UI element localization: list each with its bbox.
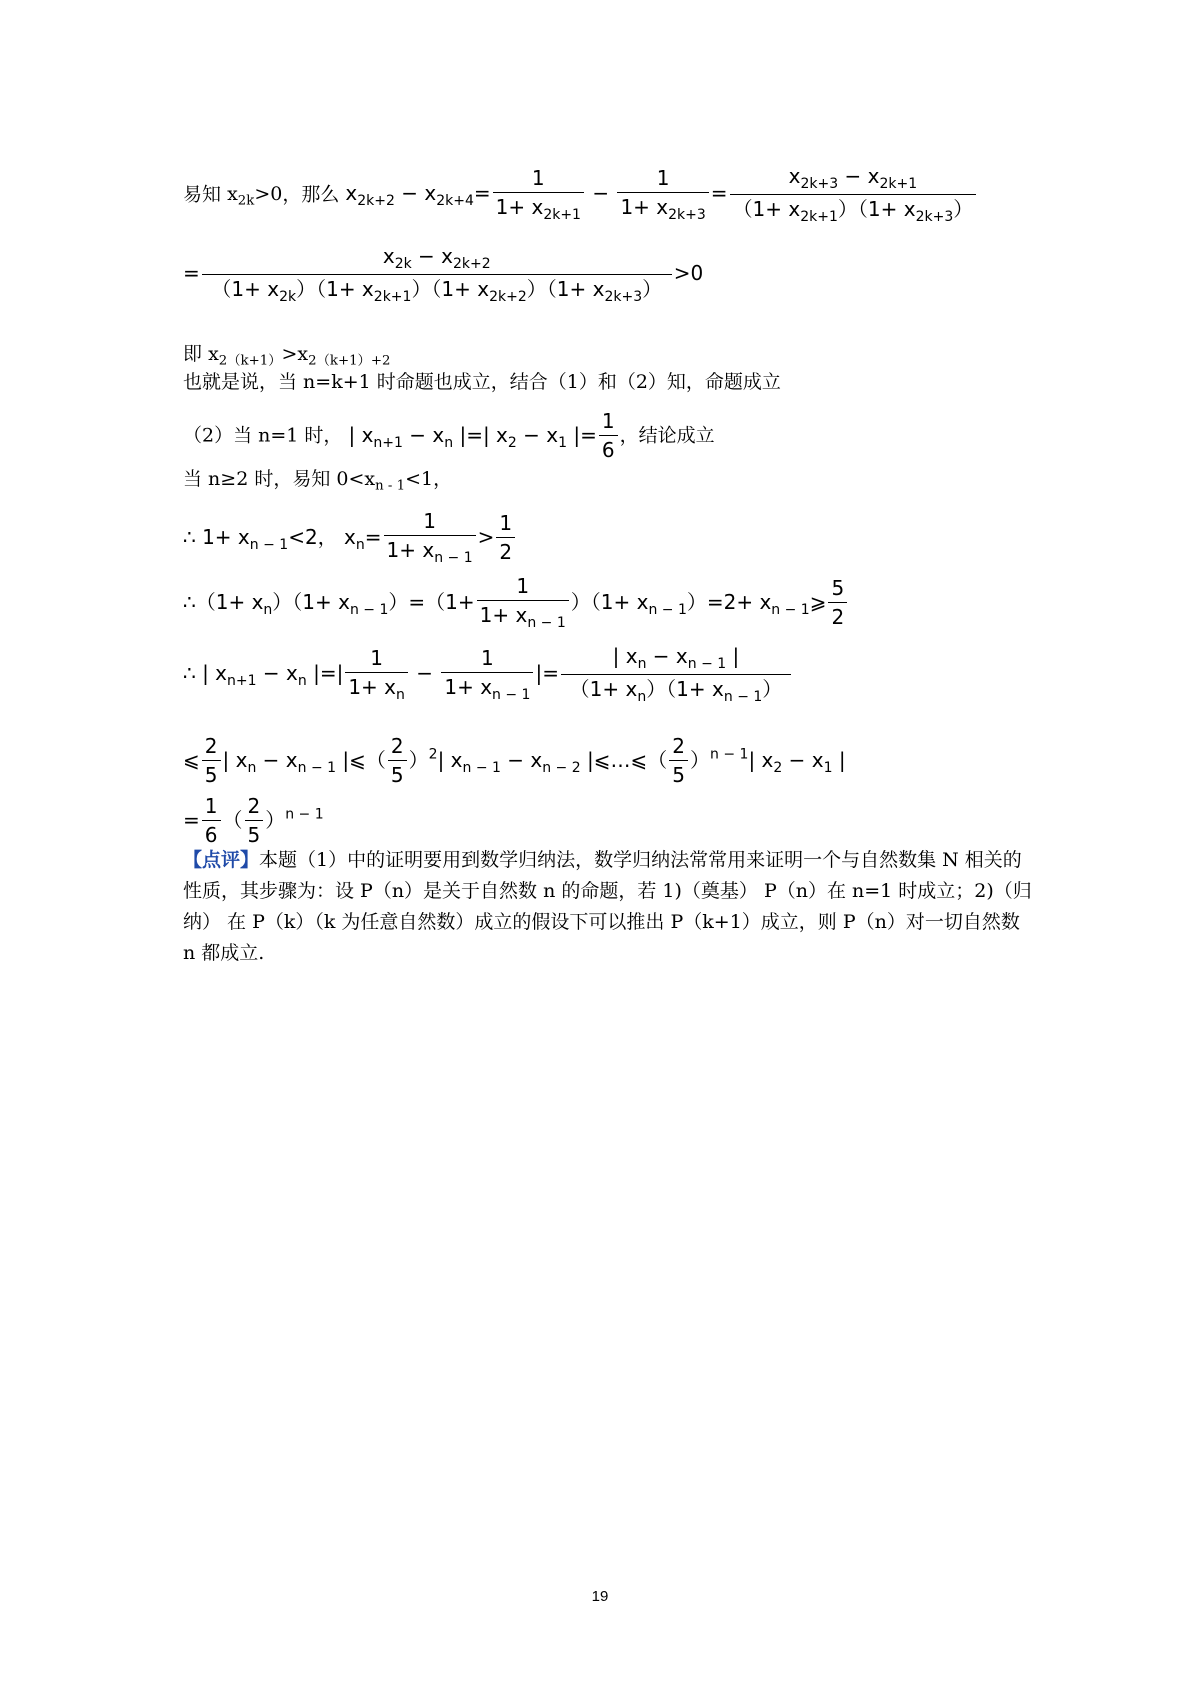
text-line-4: 也就是说，当 n=k+1 时命题也成立，结合（1）和（2）知，命题成立 [183, 371, 781, 393]
prefix-text: 即 [183, 343, 203, 365]
math-abs-fraction: ∴ | $x_{n+1} - x_n$ |=| $\frac{1}{1+ x_n}$ − $\frac{1}{1+ x_{n - 1}}$ |= $\frac{| x_n - x_{n - 1} |}{(1+ x_n)(1+ x_{n - 1})}$ [183, 661, 793, 685]
math-fraction-chain: = $\frac{x_{2k} - x_{2k+2}}{(1+ x_{2k})(1+ x_{2k+1})(1+ x_{2k+2})(1+ x_{2k+3})}$ >0 [183, 244, 704, 305]
review-tag: 【点评】 [183, 849, 260, 871]
equation-line-10 [183, 735, 846, 787]
prefix-text: （2）当 n=1 时， [183, 424, 343, 447]
math-x2k: $x_{2k}>0$ [227, 183, 283, 210]
math-abs-diff: | $x_{n+1} - x_n$ |=| $x_2 - x_1$ |= $\frac{1}{6}$ [348, 423, 619, 447]
math-chain-inequality: ⩽ $\frac{2}{5}$ | $x_n - x_{n - 1}$ |⩽（ $\frac{2}{5}$ ）$^2$| $x_{n - 1} - x_{n - 2}$ |⩽…⩽（ $\frac{2}{5}$ ）$^{n - 1}$| $x_2 - x_1$ | [183, 734, 846, 787]
intro-text: 易知 [183, 183, 222, 206]
math-result: = $\frac{1}{6}$ （ $\frac{2}{5}$ ）$^{n - 1}$ [183, 794, 324, 847]
math-bound-xn: ∴ $1+ x_{n - 1}<2$， $x_n=$ $\frac{1}{1+ x_{n - 1}}$ > $\frac{1}{2}$ [183, 525, 517, 549]
equation-line-2 [183, 245, 703, 305]
text-line-6: 当 n≥2 时，易知 $0<x_{n - 1}<1$， [183, 468, 453, 494]
equation-line-8 [183, 575, 849, 631]
review-text: 本题（1）中的证明要用到数学归纳法，数学归纳法常常用来证明一个与自然数集 N 相关的性质，其步骤为：设 P（n）是关于自然数 n 的命题，若 1)（奠基） P（n）在 n=1 时成立；2)（归纳） 在 P（k）（k 为任意自然数）成立的假设下可以推出 P（k+1）成立，则 P（n）对一切自然数 n 都成立. [183, 849, 1032, 964]
equation-line-11 [183, 795, 324, 847]
equation-line-3 [183, 345, 390, 368]
equation-line-9 [183, 645, 793, 705]
cond-text: ，那么 [282, 183, 340, 206]
math-difference: $x_{2k+2} - x_{2k+4}=$ $\frac{1}{1+ x_{2k+1}}$ − $\frac{1}{1+ x_{2k+3}}$ = $\frac{x_{2k+3} - x_{2k+1}}{(1+ x_{2k+1})(1+ x_{2k+3})}$ [345, 181, 978, 205]
suffix-text: ，结论成立 [619, 424, 715, 447]
equation-line-5 [183, 410, 715, 462]
math-product: ∴（1+ $x_n)(1+ x_{n - 1})=(1+$ $\frac{1}{1+ x_{n - 1}}$ ）$(1+ x_{n - 1})=2+$ $x_{n - 1}⩾$ $\frac{5}{2}$ [183, 590, 849, 614]
page-number: 19 [591, 1588, 609, 1605]
math-inequality: $x_{2(k+1)}>x_{2(k+1)+2}$ [208, 343, 391, 369]
equation-line-1 [183, 165, 978, 225]
equation-line-7 [183, 510, 517, 566]
review-paragraph [183, 845, 1038, 969]
